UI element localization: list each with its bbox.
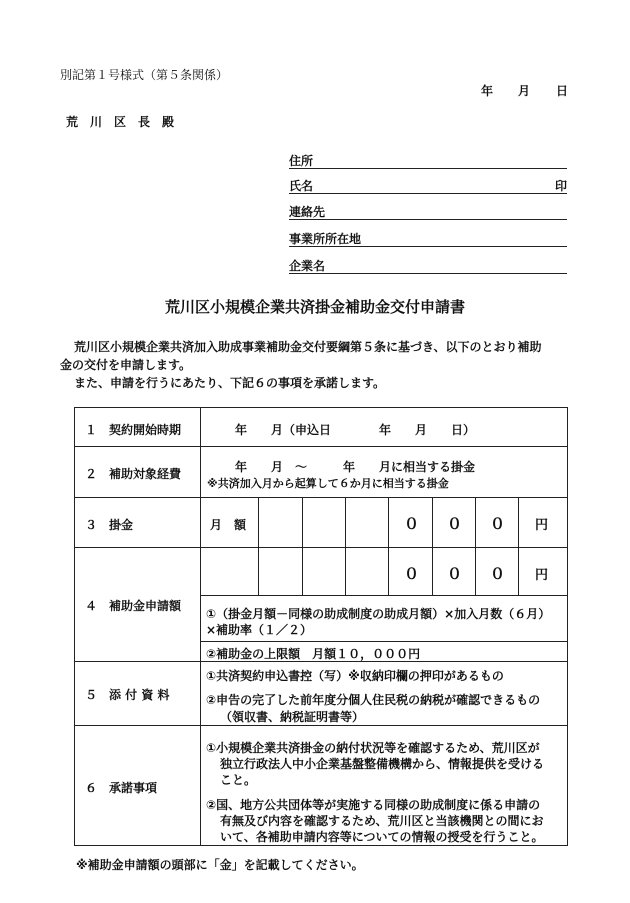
office-location-field[interactable] (289, 230, 567, 247)
subsidy-limit: ②補助金の上限額 月額１０，０００円 (206, 647, 421, 661)
contact-field[interactable] (289, 203, 567, 220)
consent-1-line-1: ①小規模企業共済掛金の納付状況等を確認するため、荒川区が (206, 741, 540, 755)
application-table (74, 407, 568, 846)
attachment-1: ①共済契約申込書控（写）※収納印欄の押印があるもの (206, 669, 504, 683)
attachment-2-line-2: （領収書、納税証明書等） (220, 710, 365, 724)
intro-line-1: 荒川区小規模企業共済加入助成事業補助金交付要綱第５条に基づき、以下のとおり補助 (74, 340, 542, 354)
footnote: ※補助金申請額の頭部に「金」を記載してください。 (76, 858, 364, 872)
address-label: 住所 (289, 154, 314, 168)
premium-digit-2: ０ (447, 515, 463, 533)
row1-label: １ 契約開始時期 (85, 423, 182, 437)
eligible-period-note: ※共済加入月から起算して６か月に相当する掛金 (207, 477, 449, 490)
calc-formula-line-2: ×補助率（１／２） (206, 623, 313, 637)
date-month[interactable]: 月 (518, 84, 531, 98)
subsidy-digit-2: ０ (447, 565, 463, 583)
premium-digit-1: ０ (404, 515, 420, 533)
intro-line-3: また、申請を行うにあたり、下記６の事項を承諾します。 (74, 376, 386, 390)
intro-line-2: 金の交付を申請します。 (60, 358, 192, 372)
subsidy-unit: 円 (535, 568, 549, 583)
page-title: 荒川区小規模企業共済掛金補助金交付申請書 (164, 298, 465, 316)
company-name-field[interactable] (289, 257, 567, 274)
premium-unit: 円 (535, 518, 549, 533)
consent-2-line-3: いて、各補助申請内容等についての情報の授受を行うこと。 (220, 830, 544, 844)
contract-start-field[interactable]: 年 月（申込日 年 月 日） (235, 423, 476, 437)
name-label: 氏名 (289, 179, 314, 193)
date-day[interactable]: 日 (556, 84, 569, 98)
office-location-label: 事業所所在地 (289, 232, 362, 246)
subsidy-digit-3: ０ (490, 565, 506, 583)
seal-mark: 印 (554, 179, 567, 193)
row3-label: ３ 掛金 (85, 518, 134, 532)
date-year[interactable]: 年 (481, 84, 494, 98)
name-field[interactable] (289, 177, 567, 194)
address-field[interactable] (289, 152, 567, 169)
consent-2-line-1: ②国、地方公共団体等が実施する同様の助成制度に係る申請の (206, 798, 541, 812)
monthly-label: 月 額 (210, 518, 247, 532)
calc-formula-line-1: ①（掛金月額－同様の助成制度の助成月額）×加入月数（６月） (206, 607, 551, 621)
consent-1-line-3: こと。 (220, 773, 257, 787)
premium-digit-3: ０ (490, 515, 506, 533)
form-code: 別記第１号様式（第５条関係） (60, 68, 229, 82)
row5-label: ５ 添 付 資 料 (85, 688, 170, 702)
row2-label: ２ 補助対象経費 (85, 467, 182, 481)
contact-label: 連絡先 (289, 205, 326, 219)
row4-label: ４ 補助金申請額 (85, 599, 182, 613)
row6-label: ６ 承諾事項 (85, 781, 158, 795)
addressee: 荒 川 区 長 殿 (66, 115, 175, 129)
attachment-2-line-1: ②申告の完了した前年度分個人住民税の納税が確認できるもの (206, 693, 541, 707)
subsidy-digit-1: ０ (404, 565, 420, 583)
company-name-label: 企業名 (289, 259, 326, 273)
eligible-period-field[interactable]: 年 月 ～ 年 月に相当する掛金 (235, 460, 476, 474)
consent-1-line-2: 独立行政法人中小企業基盤整備機構から、情報提供を受ける (220, 757, 545, 771)
consent-2-line-2: 有無及び内容を確認するため、荒川区と当該機関との間にお (220, 814, 544, 828)
